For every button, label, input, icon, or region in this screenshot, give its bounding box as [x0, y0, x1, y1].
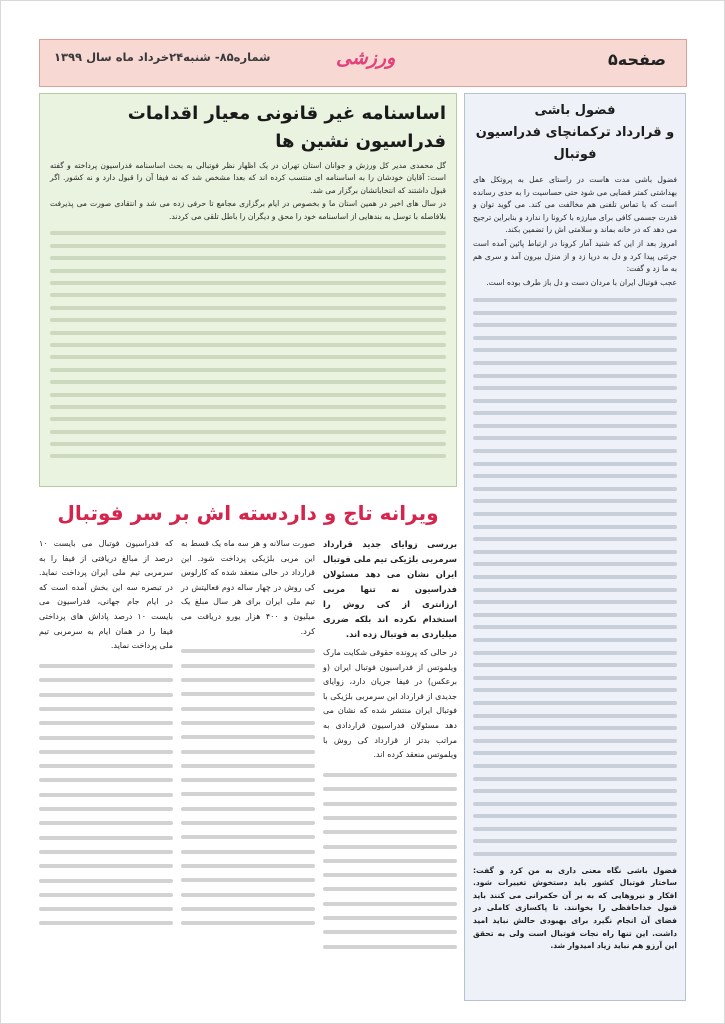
article-paragraph: گل محمدی مدیر کل ورزش و جوانان استان تهران در یک اظهار نظر فوتبالی به بحث اساسنامه فدراسیون پرداخته و گفته است: آقایان خودشان را به اساسنامه ای منتسب کرده اند که بعدا مشخص شد که نه فیفا آن را قبول دارد و نه کشور. اگر قبول داشتند که انتخاباتشان برگزار می شد. [50, 161, 446, 195]
column-text-lines [181, 649, 315, 925]
sidebar-paragraph: عجب فوتبال ایران با مردان دست و دل باز طرف بوده است. [486, 277, 677, 287]
article-paragraph: در حالی که پرونده حقوقی شکایت مارک ویلموتس از فدراسیون فوتبال ایران (و برعکس) در فیفا جریان دارد، زوایای جدیدی از قرارداد این سرمربی بلژیکی با فوتبال ایران منتشر شده که نشان می دهد مسئولان فدراسیون قراردادی به مراتب بدتر از قرارداد کی روش با ویلموتس منعقد کرده اند. [323, 648, 457, 760]
page-header [39, 39, 687, 87]
bottom-article-columns [39, 537, 457, 1001]
sidebar-closing-paragraph: فضول باشی نگاه معنی داری به من کرد و گفت: ساختار فوتبال کشور باید دستخوش تغییرات شود. افکار و نیروهایی که به بر آن حکمرانی می کنند باید قبول خداحافظی را بخوانند. تا پاکسازی کاملی در فضای آن انجام نگیرد برای بهبودی حالش نباید امید داشت. این تنها راه نجات فوتبال است ولی به تحقق این آرزو هم نباید زیاد امیدوار شد. [473, 865, 677, 951]
article-paragraph: صورت سالانه و هر سه ماه یک قسط به این مربی بلژیکی پرداخت شود. این قرارداد در حالی منعقد شده که کارلوس کی روش در چهار ساله دوم فعالیتش در تیم ملی ایران برای هر سال مبلغ یک میلیون و ۴۰۰ هزار یورو دریافت می کرد. [181, 539, 315, 636]
sidebar-paragraph: امروز بعد از این که شنید آمار کرونا در ارتباط پائین آمده است جرئتی پیدا کرد و دل به دریا زد و از منزل بیرون آمد و سری هم به ما زد و گفت: [473, 238, 677, 274]
page-number: صفحه۵ [608, 50, 666, 69]
article-column-3 [39, 537, 173, 1001]
sidebar-title-line-1: فضول باشی [534, 103, 616, 118]
sidebar-paragraph: فضول باشی مدت هاست در راستای عمل به پروتکل های بهداشتی کمتر قضایی می شود حتی حساسیت را به حدی رسانده است که با تماس تلفنی هم مخالفت می کند. می گوید توان و قدرت جسمی کافی برای مبارزه با کرونا را ندارد و بنابراین ترجیح می دهد که در خانه بماند و سلامتی اش را تضمین بکند. [473, 175, 677, 235]
bottom-article-headline: ویرانه تاج و داردسته اش بر سر فوتبال [57, 501, 439, 525]
sidebar-title-line-2: و قرارداد ترکمانچای فدراسیون فوتبال [475, 125, 675, 162]
sidebar-column [464, 93, 686, 1001]
column-text-lines [39, 664, 173, 925]
issue-info: شماره۸۵- شنبه۲۴خرداد ماه سال ۱۳۹۹ [54, 50, 271, 64]
sidebar-body [473, 174, 677, 953]
top-article [39, 93, 457, 487]
article-lede: بررسی زوایای جدید قرارداد سرمربی بلژیکی تیم ملی فوتبال ایران نشان می دهد مسئولان فدراسیون نه تنها مربی ارزانتری از کی روش را استخدام نکرده اند بلکه ضرری میلیاردی به فوتبال زده اند. [323, 539, 457, 639]
article-paragraph: که فدراسیون فوتبال می بایست ۱۰ درصد از مبالغ دریافتی از فیفا را به سرمربی تیم ملی ایران پرداخت نماید. در تبصره سه این بخش آمده است که در ایام جام جهانی، فدراسیون می بایست ۱۰ درصد پاداش های پرداختی فیفا را در همان ایام به سرمربی تیم ملی پرداخت نماید. [39, 539, 173, 651]
article-column-1 [323, 537, 457, 1001]
top-article-headline: اساسنامه غیر قانونی معیار اقدامات فدراسیون نشین ها [127, 103, 446, 152]
column-text-lines [323, 773, 457, 949]
top-article-text-lines [50, 231, 446, 458]
article-column-2 [181, 537, 315, 1001]
article-paragraph: در سال های اخیر در همین استان ما و بخصوص در ایام برگزاری مجامع تا حرفی زده می شد و انتقادی صورت می پذیرفت بلافاصله با توسل به بندهایی از اساسنامه خود را محق و دیگران را باطل تلقی می کردند. [50, 199, 446, 221]
section-title: ورزشی [336, 47, 396, 69]
sidebar-text-lines [473, 298, 677, 856]
top-article-body [50, 160, 446, 458]
